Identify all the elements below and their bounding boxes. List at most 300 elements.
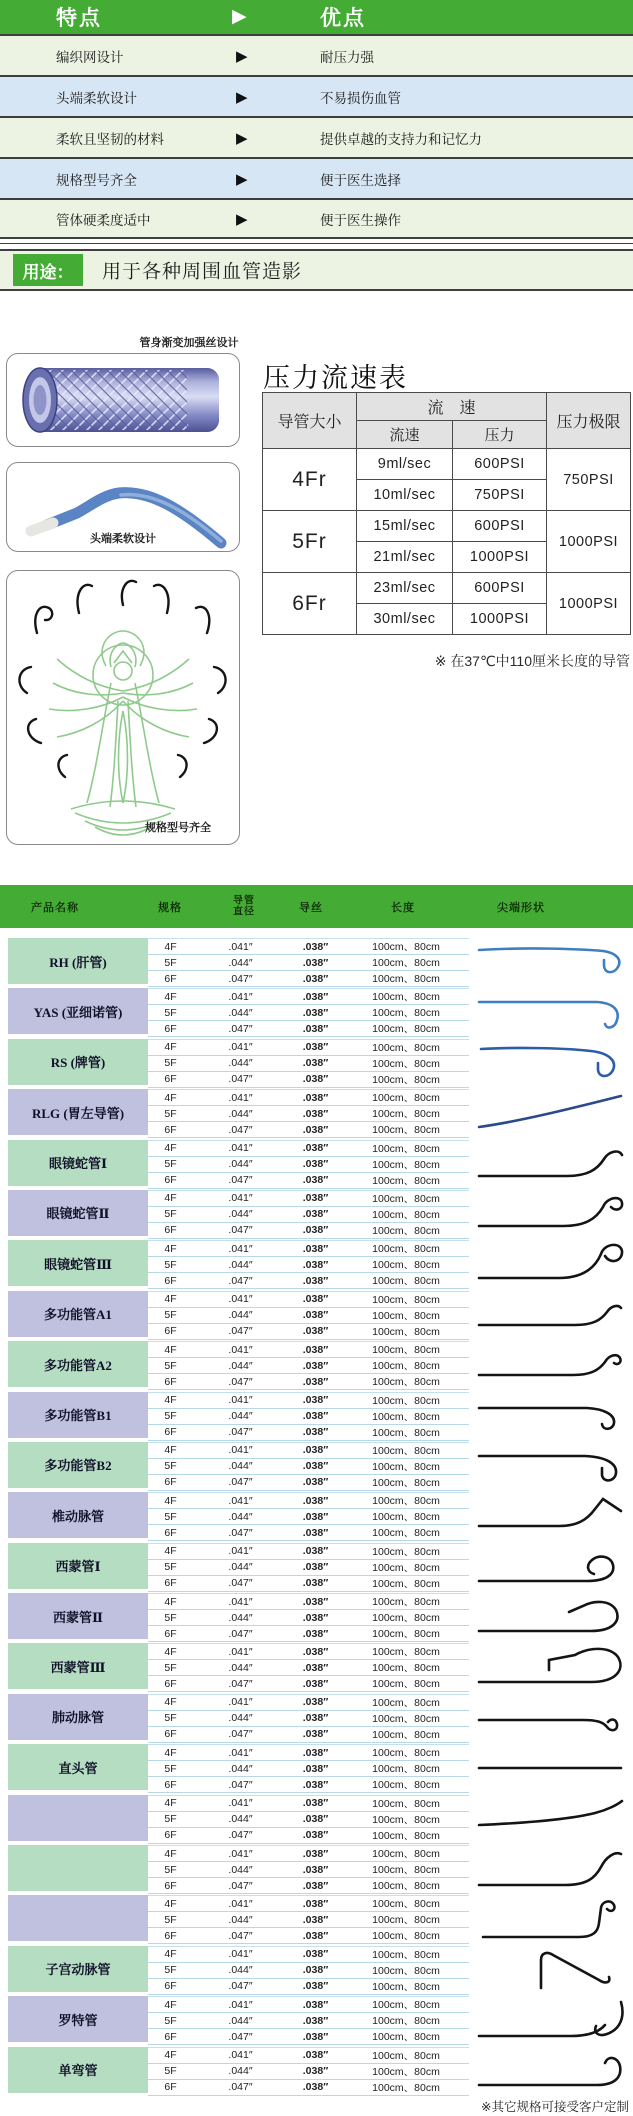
length-cell: 100cm、80cm bbox=[372, 1275, 440, 1288]
length-cell: 100cm、80cm bbox=[372, 1678, 440, 1691]
wire-cell: .038″ bbox=[302, 1661, 329, 1674]
length-cell: 100cm、80cm bbox=[372, 1864, 440, 1877]
length-cell: 100cm、80cm bbox=[372, 1628, 440, 1641]
product-table-header bbox=[0, 885, 633, 928]
product-spec-row bbox=[148, 1711, 469, 1727]
spec-cell: 5F bbox=[164, 1611, 177, 1624]
diameter-cell: .047″ bbox=[228, 1879, 253, 1892]
length-cell: 100cm、80cm bbox=[372, 2081, 440, 2094]
diameter-cell: .041″ bbox=[228, 1444, 253, 1457]
product-name-cell: 眼镜蛇管Ⅲ bbox=[8, 1240, 148, 1286]
diameter-cell: .047″ bbox=[228, 972, 253, 985]
spec-cell: 5F bbox=[164, 1863, 177, 1876]
product-block bbox=[0, 1392, 633, 1438]
length-cell: 100cm、80cm bbox=[372, 957, 440, 969]
speed-cell: 21ml/sec bbox=[357, 542, 453, 573]
length-cell: 100cm、80cm bbox=[372, 1545, 440, 1558]
length-cell: 100cm、80cm bbox=[372, 1410, 440, 1423]
wire-cell: .038″ bbox=[302, 1879, 329, 1892]
length-cell: 100cm、80cm bbox=[372, 1829, 440, 1842]
length-cell: 100cm、80cm bbox=[372, 1948, 440, 1961]
diameter-cell: .047″ bbox=[228, 1980, 253, 1993]
tip-shape-icon-sweep-up-hook bbox=[470, 1845, 630, 1891]
length-cell: 100cm、80cm bbox=[372, 973, 440, 985]
product-spec-row bbox=[148, 1745, 469, 1761]
feature-text: 柔软且坚韧的材料 bbox=[56, 131, 164, 147]
product-spec-row bbox=[148, 1273, 469, 1289]
spec-cell: 6F bbox=[164, 1728, 177, 1741]
product-name-cell: 多功能管B1 bbox=[8, 1392, 148, 1438]
wire-cell: .038″ bbox=[302, 1158, 329, 1171]
length-cell: 100cm、80cm bbox=[372, 1964, 440, 1977]
diameter-cell: .047″ bbox=[228, 1123, 253, 1136]
product-name-cell bbox=[8, 1895, 148, 1941]
tip-shape-icon-cobra-curve-3 bbox=[470, 1240, 630, 1286]
spec-cell: 5F bbox=[164, 1661, 177, 1674]
diameter-cell: .047″ bbox=[228, 1728, 253, 1741]
pressure-cell: 1000PSI bbox=[453, 542, 547, 573]
product-name-cell: 多功能管B2 bbox=[8, 1442, 148, 1488]
product-block bbox=[0, 1946, 633, 1992]
wire-cell: .038″ bbox=[302, 1192, 329, 1205]
diameter-cell: .047″ bbox=[228, 1778, 253, 1791]
wire-cell: .038″ bbox=[302, 1797, 329, 1810]
spec-cell: 4F bbox=[164, 1242, 177, 1255]
product-spec-row bbox=[148, 1878, 469, 1894]
product-spec-rows bbox=[148, 1140, 469, 1186]
product-name-cell: 西蒙管Ⅰ bbox=[8, 1543, 148, 1589]
product-spec-row bbox=[148, 1525, 469, 1541]
header-product-name: 产品名称 bbox=[31, 901, 79, 914]
diameter-cell: .041″ bbox=[228, 1293, 253, 1306]
product-spec-rows bbox=[148, 1845, 469, 1891]
spec-cell: 6F bbox=[164, 1426, 177, 1439]
spec-cell: 6F bbox=[164, 1778, 177, 1791]
wire-cell: .038″ bbox=[302, 2030, 329, 2043]
product-spec-row bbox=[148, 1928, 469, 1944]
product-spec-rows bbox=[148, 1492, 469, 1538]
product-name-cell: RLG (胃左导管) bbox=[8, 1089, 148, 1135]
product-spec-row bbox=[148, 1072, 469, 1088]
spec-cell: 6F bbox=[164, 1879, 177, 1892]
length-cell: 100cm、80cm bbox=[372, 1763, 440, 1776]
wire-cell: .038″ bbox=[302, 1073, 329, 1086]
spec-cell: 4F bbox=[164, 1847, 177, 1860]
product-spec-row bbox=[148, 1812, 469, 1828]
tip-shape-icon-multipurpose-b1-hook bbox=[470, 1392, 630, 1438]
product-spec-row bbox=[148, 1005, 469, 1021]
length-cell: 100cm、80cm bbox=[372, 1930, 440, 1943]
wire-cell: .038″ bbox=[302, 1041, 329, 1054]
wire-cell: .038″ bbox=[302, 940, 329, 953]
wire-cell: .038″ bbox=[302, 1728, 329, 1741]
advantage-text: 便于医生操作 bbox=[320, 212, 401, 228]
product-spec-row bbox=[148, 1374, 469, 1390]
product-spec-row bbox=[148, 939, 469, 955]
product-spec-rows bbox=[148, 1089, 469, 1135]
play-arrow-icon: ▶ bbox=[232, 6, 247, 27]
spec-cell: 4F bbox=[164, 1343, 177, 1356]
feature-advantage-table bbox=[0, 0, 633, 239]
product-spec-rows bbox=[148, 1392, 469, 1438]
speed-cell: 15ml/sec bbox=[357, 511, 453, 542]
product-block bbox=[0, 1442, 633, 1488]
product-table-body bbox=[0, 938, 633, 2097]
product-spec-row bbox=[148, 1828, 469, 1844]
diameter-cell: .041″ bbox=[228, 2049, 253, 2062]
spec-cell: 6F bbox=[164, 1274, 177, 1287]
limit-cell: 1000PSI bbox=[547, 511, 631, 573]
length-cell: 100cm、80cm bbox=[372, 1007, 440, 1020]
soft-tip-catheter-image-box bbox=[6, 462, 240, 552]
product-name-cell: 眼镜蛇管Ⅱ bbox=[8, 1190, 148, 1236]
tip-shape-icon-simmons-loop-1 bbox=[470, 1543, 630, 1589]
length-cell: 100cm、80cm bbox=[372, 1747, 440, 1760]
product-spec-row bbox=[148, 1777, 469, 1793]
spec-cell: 5F bbox=[164, 1913, 177, 1926]
length-cell: 100cm、80cm bbox=[372, 1073, 440, 1086]
spec-cell: 5F bbox=[164, 1158, 177, 1171]
length-cell: 100cm、80cm bbox=[372, 1108, 440, 1121]
tip-shape-icon-rosch-double-hook bbox=[470, 1996, 630, 2042]
product-block bbox=[0, 1341, 633, 1387]
length-cell: 100cm、80cm bbox=[372, 1023, 440, 1036]
product-spec-row bbox=[148, 2080, 469, 2096]
wire-cell: .038″ bbox=[302, 1476, 329, 1489]
tip-shape-icon-vertebral-angled-tip bbox=[470, 1492, 630, 1538]
diameter-cell: .044″ bbox=[228, 1158, 253, 1171]
spec-cell: 5F bbox=[164, 1813, 177, 1826]
diameter-cell: .041″ bbox=[228, 1797, 253, 1810]
wire-cell: .038″ bbox=[302, 1778, 329, 1791]
product-spec-row bbox=[148, 1241, 469, 1257]
length-cell: 100cm、80cm bbox=[372, 2065, 440, 2078]
header-length: 长度 bbox=[391, 901, 415, 914]
spec-cell: 6F bbox=[164, 2030, 177, 2043]
tip-shape-icon-blue-curve-down bbox=[470, 988, 630, 1034]
wire-cell: .038″ bbox=[302, 1375, 329, 1388]
header-tip-shape: 尖端形状 bbox=[497, 901, 545, 914]
wire-cell: .038″ bbox=[302, 1948, 329, 1961]
diameter-cell: .041″ bbox=[228, 1142, 253, 1155]
diameter-cell: .047″ bbox=[228, 1224, 253, 1237]
wire-cell: .038″ bbox=[302, 1325, 329, 1338]
product-spec-rows bbox=[148, 1996, 469, 2042]
wire-cell: .038″ bbox=[302, 1863, 329, 1876]
length-cell: 100cm、80cm bbox=[372, 1646, 440, 1659]
length-cell: 100cm、80cm bbox=[372, 1495, 440, 1508]
diameter-cell: .041″ bbox=[228, 940, 253, 953]
product-spec-row bbox=[148, 1021, 469, 1037]
wire-cell: .038″ bbox=[302, 1545, 329, 1558]
tip-shape-icon-blue-hook-down bbox=[470, 938, 630, 984]
wire-cell: .038″ bbox=[302, 1444, 329, 1457]
feature-row bbox=[0, 157, 633, 198]
length-cell: 100cm、80cm bbox=[372, 1728, 440, 1741]
diameter-cell: .044″ bbox=[228, 1208, 253, 1221]
product-spec-row bbox=[148, 1090, 469, 1106]
spec-cell: 4F bbox=[164, 1948, 177, 1961]
product-spec-row bbox=[148, 1191, 469, 1207]
col-flow-group: 流 速 bbox=[357, 393, 547, 421]
product-block bbox=[0, 2047, 633, 2093]
wire-cell: .038″ bbox=[302, 1410, 329, 1423]
play-arrow-icon: ▶ bbox=[236, 129, 248, 147]
length-cell: 100cm、80cm bbox=[372, 1309, 440, 1322]
product-name-cell: RS (牌管) bbox=[8, 1039, 148, 1085]
product-block bbox=[0, 1895, 633, 1941]
product-spec-row bbox=[148, 1207, 469, 1223]
wire-cell: .038″ bbox=[302, 1913, 329, 1926]
wire-cell: .038″ bbox=[302, 1627, 329, 1640]
spec-cell: 5F bbox=[164, 2014, 177, 2027]
product-spec-row bbox=[148, 1056, 469, 1072]
wire-cell: .038″ bbox=[302, 1174, 329, 1187]
product-spec-row bbox=[148, 989, 469, 1005]
product-spec-row bbox=[148, 1342, 469, 1358]
tip-shape-icon-straight-line bbox=[470, 1744, 630, 1790]
product-spec-row bbox=[148, 2048, 469, 2064]
spec-cell: 6F bbox=[164, 1476, 177, 1489]
length-cell: 100cm、80cm bbox=[372, 2049, 440, 2062]
product-spec-row bbox=[148, 1122, 469, 1138]
length-cell: 100cm、80cm bbox=[372, 1124, 440, 1137]
length-cell: 100cm、80cm bbox=[372, 1980, 440, 1993]
product-spec-row bbox=[148, 1676, 469, 1692]
product-spec-row bbox=[148, 1292, 469, 1308]
product-spec-row bbox=[148, 2064, 469, 2080]
spec-cell: 4F bbox=[164, 1797, 177, 1810]
product-spec-rows bbox=[148, 2047, 469, 2093]
product-spec-rows bbox=[148, 1795, 469, 1841]
wire-cell: .038″ bbox=[302, 1242, 329, 1255]
product-spec-row bbox=[148, 1459, 469, 1475]
length-cell: 100cm、80cm bbox=[372, 1999, 440, 2012]
wire-cell: .038″ bbox=[302, 1258, 329, 1271]
spec-cell: 6F bbox=[164, 1677, 177, 1690]
diameter-cell: .041″ bbox=[228, 1746, 253, 1759]
diameter-cell: .044″ bbox=[228, 1813, 253, 1826]
diameter-cell: .047″ bbox=[228, 1829, 253, 1842]
tip-shape-icon-blue-diagonal-line bbox=[470, 1089, 630, 1135]
diameter-cell: .047″ bbox=[228, 1577, 253, 1590]
wire-cell: .038″ bbox=[302, 1057, 329, 1070]
spec-cell: 6F bbox=[164, 1325, 177, 1338]
product-spec-row bbox=[148, 1947, 469, 1963]
product-name-cell: 多功能管A1 bbox=[8, 1291, 148, 1337]
length-cell: 100cm、80cm bbox=[372, 1293, 440, 1306]
col-flow: 流速 bbox=[357, 421, 453, 449]
model-range-label: 规格型号齐全 bbox=[145, 822, 211, 834]
wire-cell: .038″ bbox=[302, 1494, 329, 1507]
diameter-cell: .047″ bbox=[228, 1426, 253, 1439]
limit-cell: 750PSI bbox=[547, 449, 631, 511]
tip-shape-icon-multipurpose-b2-hook bbox=[470, 1442, 630, 1488]
size-cell: 4Fr bbox=[263, 449, 357, 511]
wire-cell: .038″ bbox=[302, 1274, 329, 1287]
product-spec-row bbox=[148, 1979, 469, 1995]
spec-cell: 5F bbox=[164, 1258, 177, 1271]
feature-text: 头端柔软设计 bbox=[56, 90, 137, 106]
spec-cell: 4F bbox=[164, 1746, 177, 1759]
wire-cell: .038″ bbox=[302, 1208, 329, 1221]
braided-catheter-photo-icon bbox=[7, 354, 238, 445]
diameter-cell: .041″ bbox=[228, 1343, 253, 1356]
wire-cell: .038″ bbox=[302, 1712, 329, 1725]
length-cell: 100cm、80cm bbox=[372, 1092, 440, 1105]
spec-cell: 6F bbox=[164, 1526, 177, 1539]
thousand-hand-guanyin-drawing-icon bbox=[7, 571, 238, 843]
tip-shape-icon-seven-shape-curve bbox=[470, 1946, 630, 1992]
length-cell: 100cm、80cm bbox=[372, 1057, 440, 1070]
product-spec-row bbox=[148, 1509, 469, 1525]
product-block bbox=[0, 1643, 633, 1689]
spec-cell: 4F bbox=[164, 1192, 177, 1205]
diameter-cell: .044″ bbox=[228, 1561, 253, 1574]
wire-cell: .038″ bbox=[302, 1696, 329, 1709]
length-cell: 100cm、80cm bbox=[372, 1696, 440, 1709]
product-spec-row bbox=[148, 1796, 469, 1812]
product-spec-rows bbox=[148, 1643, 469, 1689]
advantage-text: 耐压力强 bbox=[320, 49, 374, 65]
diameter-cell: .041″ bbox=[228, 1192, 253, 1205]
product-name-cell bbox=[8, 1845, 148, 1891]
product-spec-row bbox=[148, 1106, 469, 1122]
braided-catheter-image-box bbox=[6, 353, 240, 447]
wire-cell: .038″ bbox=[302, 1762, 329, 1775]
diameter-cell: .044″ bbox=[228, 1661, 253, 1674]
diameter-cell: .041″ bbox=[228, 1998, 253, 2011]
diameter-cell: .044″ bbox=[228, 1762, 253, 1775]
spec-cell: 5F bbox=[164, 1964, 177, 1977]
product-block bbox=[0, 988, 633, 1034]
wire-cell: .038″ bbox=[302, 2081, 329, 2094]
length-cell: 100cm、80cm bbox=[372, 1243, 440, 1256]
spec-cell: 4F bbox=[164, 1897, 177, 1910]
length-cell: 100cm、80cm bbox=[372, 1376, 440, 1389]
product-spec-row bbox=[148, 1727, 469, 1743]
feature-text: 规格型号齐全 bbox=[56, 172, 137, 188]
wire-cell: .038″ bbox=[302, 972, 329, 985]
product-spec-row bbox=[148, 1393, 469, 1409]
speed-cell: 10ml/sec bbox=[357, 480, 453, 511]
speed-cell: 23ml/sec bbox=[357, 573, 453, 604]
length-cell: 100cm、80cm bbox=[372, 1142, 440, 1155]
tip-shape-icon-simmons-loop-3 bbox=[470, 1643, 630, 1689]
wire-cell: .038″ bbox=[302, 2014, 329, 2027]
product-spec-row bbox=[148, 1257, 469, 1273]
length-cell: 100cm、80cm bbox=[372, 1208, 440, 1221]
product-spec-rows bbox=[148, 1039, 469, 1085]
product-spec-row bbox=[148, 1324, 469, 1340]
product-spec-row bbox=[148, 1173, 469, 1189]
product-spec-row bbox=[148, 971, 469, 987]
product-spec-rows bbox=[148, 1240, 469, 1286]
spec-cell: 4F bbox=[164, 1091, 177, 1104]
product-block bbox=[0, 1190, 633, 1236]
wire-cell: .038″ bbox=[302, 1022, 329, 1035]
diameter-cell: .044″ bbox=[228, 1913, 253, 1926]
length-cell: 100cm、80cm bbox=[372, 1394, 440, 1407]
diameter-cell: .047″ bbox=[228, 1274, 253, 1287]
product-block bbox=[0, 1039, 633, 1085]
spec-cell: 6F bbox=[164, 2081, 177, 2094]
tip-shape-icon-gentle-s-rise bbox=[470, 1795, 630, 1841]
product-block bbox=[0, 1795, 633, 1841]
length-cell: 100cm、80cm bbox=[372, 1511, 440, 1524]
product-spec-row bbox=[148, 1157, 469, 1173]
wire-cell: .038″ bbox=[302, 1929, 329, 1942]
tip-shape-icon-cobra-curve-1 bbox=[470, 1140, 630, 1186]
usage-text: 用于各种周围血管造影 bbox=[102, 261, 303, 283]
wire-cell: .038″ bbox=[302, 1091, 329, 1104]
wire-cell: .038″ bbox=[302, 1460, 329, 1473]
product-spec-row bbox=[148, 1475, 469, 1491]
length-cell: 100cm、80cm bbox=[372, 1712, 440, 1725]
feature-header-label: 特点 bbox=[56, 7, 102, 30]
spec-cell: 4F bbox=[164, 1293, 177, 1306]
diameter-cell: .047″ bbox=[228, 1375, 253, 1388]
product-spec-rows bbox=[148, 1291, 469, 1337]
tip-shape-icon-multipurpose-a2-curve bbox=[470, 1341, 630, 1387]
product-spec-row bbox=[148, 1660, 469, 1676]
length-cell: 100cm、80cm bbox=[372, 1880, 440, 1893]
diameter-cell: .041″ bbox=[228, 1696, 253, 1709]
length-cell: 100cm、80cm bbox=[372, 1813, 440, 1826]
product-name-cell: 椎动脉管 bbox=[8, 1492, 148, 1538]
wire-cell: .038″ bbox=[302, 1897, 329, 1910]
wire-cell: .038″ bbox=[302, 1394, 329, 1407]
wire-cell: .038″ bbox=[302, 1998, 329, 2011]
spec-cell: 4F bbox=[164, 990, 177, 1003]
diameter-cell: .041″ bbox=[228, 1948, 253, 1961]
header-diameter: 导管 直径 bbox=[233, 895, 255, 918]
product-spec-row bbox=[148, 1594, 469, 1610]
product-name-cell: RH (肝管) bbox=[8, 938, 148, 984]
product-block bbox=[0, 1291, 633, 1337]
length-cell: 100cm、80cm bbox=[372, 1898, 440, 1911]
length-cell: 100cm、80cm bbox=[372, 1224, 440, 1237]
wire-cell: .038″ bbox=[302, 1964, 329, 1977]
diameter-cell: .047″ bbox=[228, 1627, 253, 1640]
product-spec-rows bbox=[148, 1895, 469, 1941]
length-cell: 100cm、80cm bbox=[372, 1174, 440, 1187]
wire-cell: .038″ bbox=[302, 1107, 329, 1120]
product-table-footnote: ※其它规格可接受客户定制 bbox=[481, 2100, 629, 2114]
spec-cell: 4F bbox=[164, 940, 177, 953]
length-cell: 100cm、80cm bbox=[372, 1444, 440, 1457]
length-cell: 100cm、80cm bbox=[372, 2015, 440, 2028]
length-cell: 100cm、80cm bbox=[372, 1612, 440, 1625]
product-spec-row bbox=[148, 1997, 469, 2013]
play-arrow-icon: ▶ bbox=[236, 170, 248, 188]
spec-cell: 5F bbox=[164, 1561, 177, 1574]
product-block bbox=[0, 1996, 633, 2042]
tip-shape-icon-vertical-curl-tip bbox=[470, 1895, 630, 1941]
spec-cell: 5F bbox=[164, 1712, 177, 1725]
product-spec-row bbox=[148, 1896, 469, 1912]
diameter-cell: .044″ bbox=[228, 1359, 253, 1372]
wire-cell: .038″ bbox=[302, 1359, 329, 1372]
spec-cell: 4F bbox=[164, 1645, 177, 1658]
size-cell: 6Fr bbox=[263, 573, 357, 635]
product-spec-rows bbox=[148, 1190, 469, 1236]
wire-cell: .038″ bbox=[302, 1526, 329, 1539]
wire-cell: .038″ bbox=[302, 1142, 329, 1155]
product-spec-rows bbox=[148, 1946, 469, 1992]
wire-cell: .038″ bbox=[302, 1980, 329, 1993]
spec-cell: 6F bbox=[164, 972, 177, 985]
